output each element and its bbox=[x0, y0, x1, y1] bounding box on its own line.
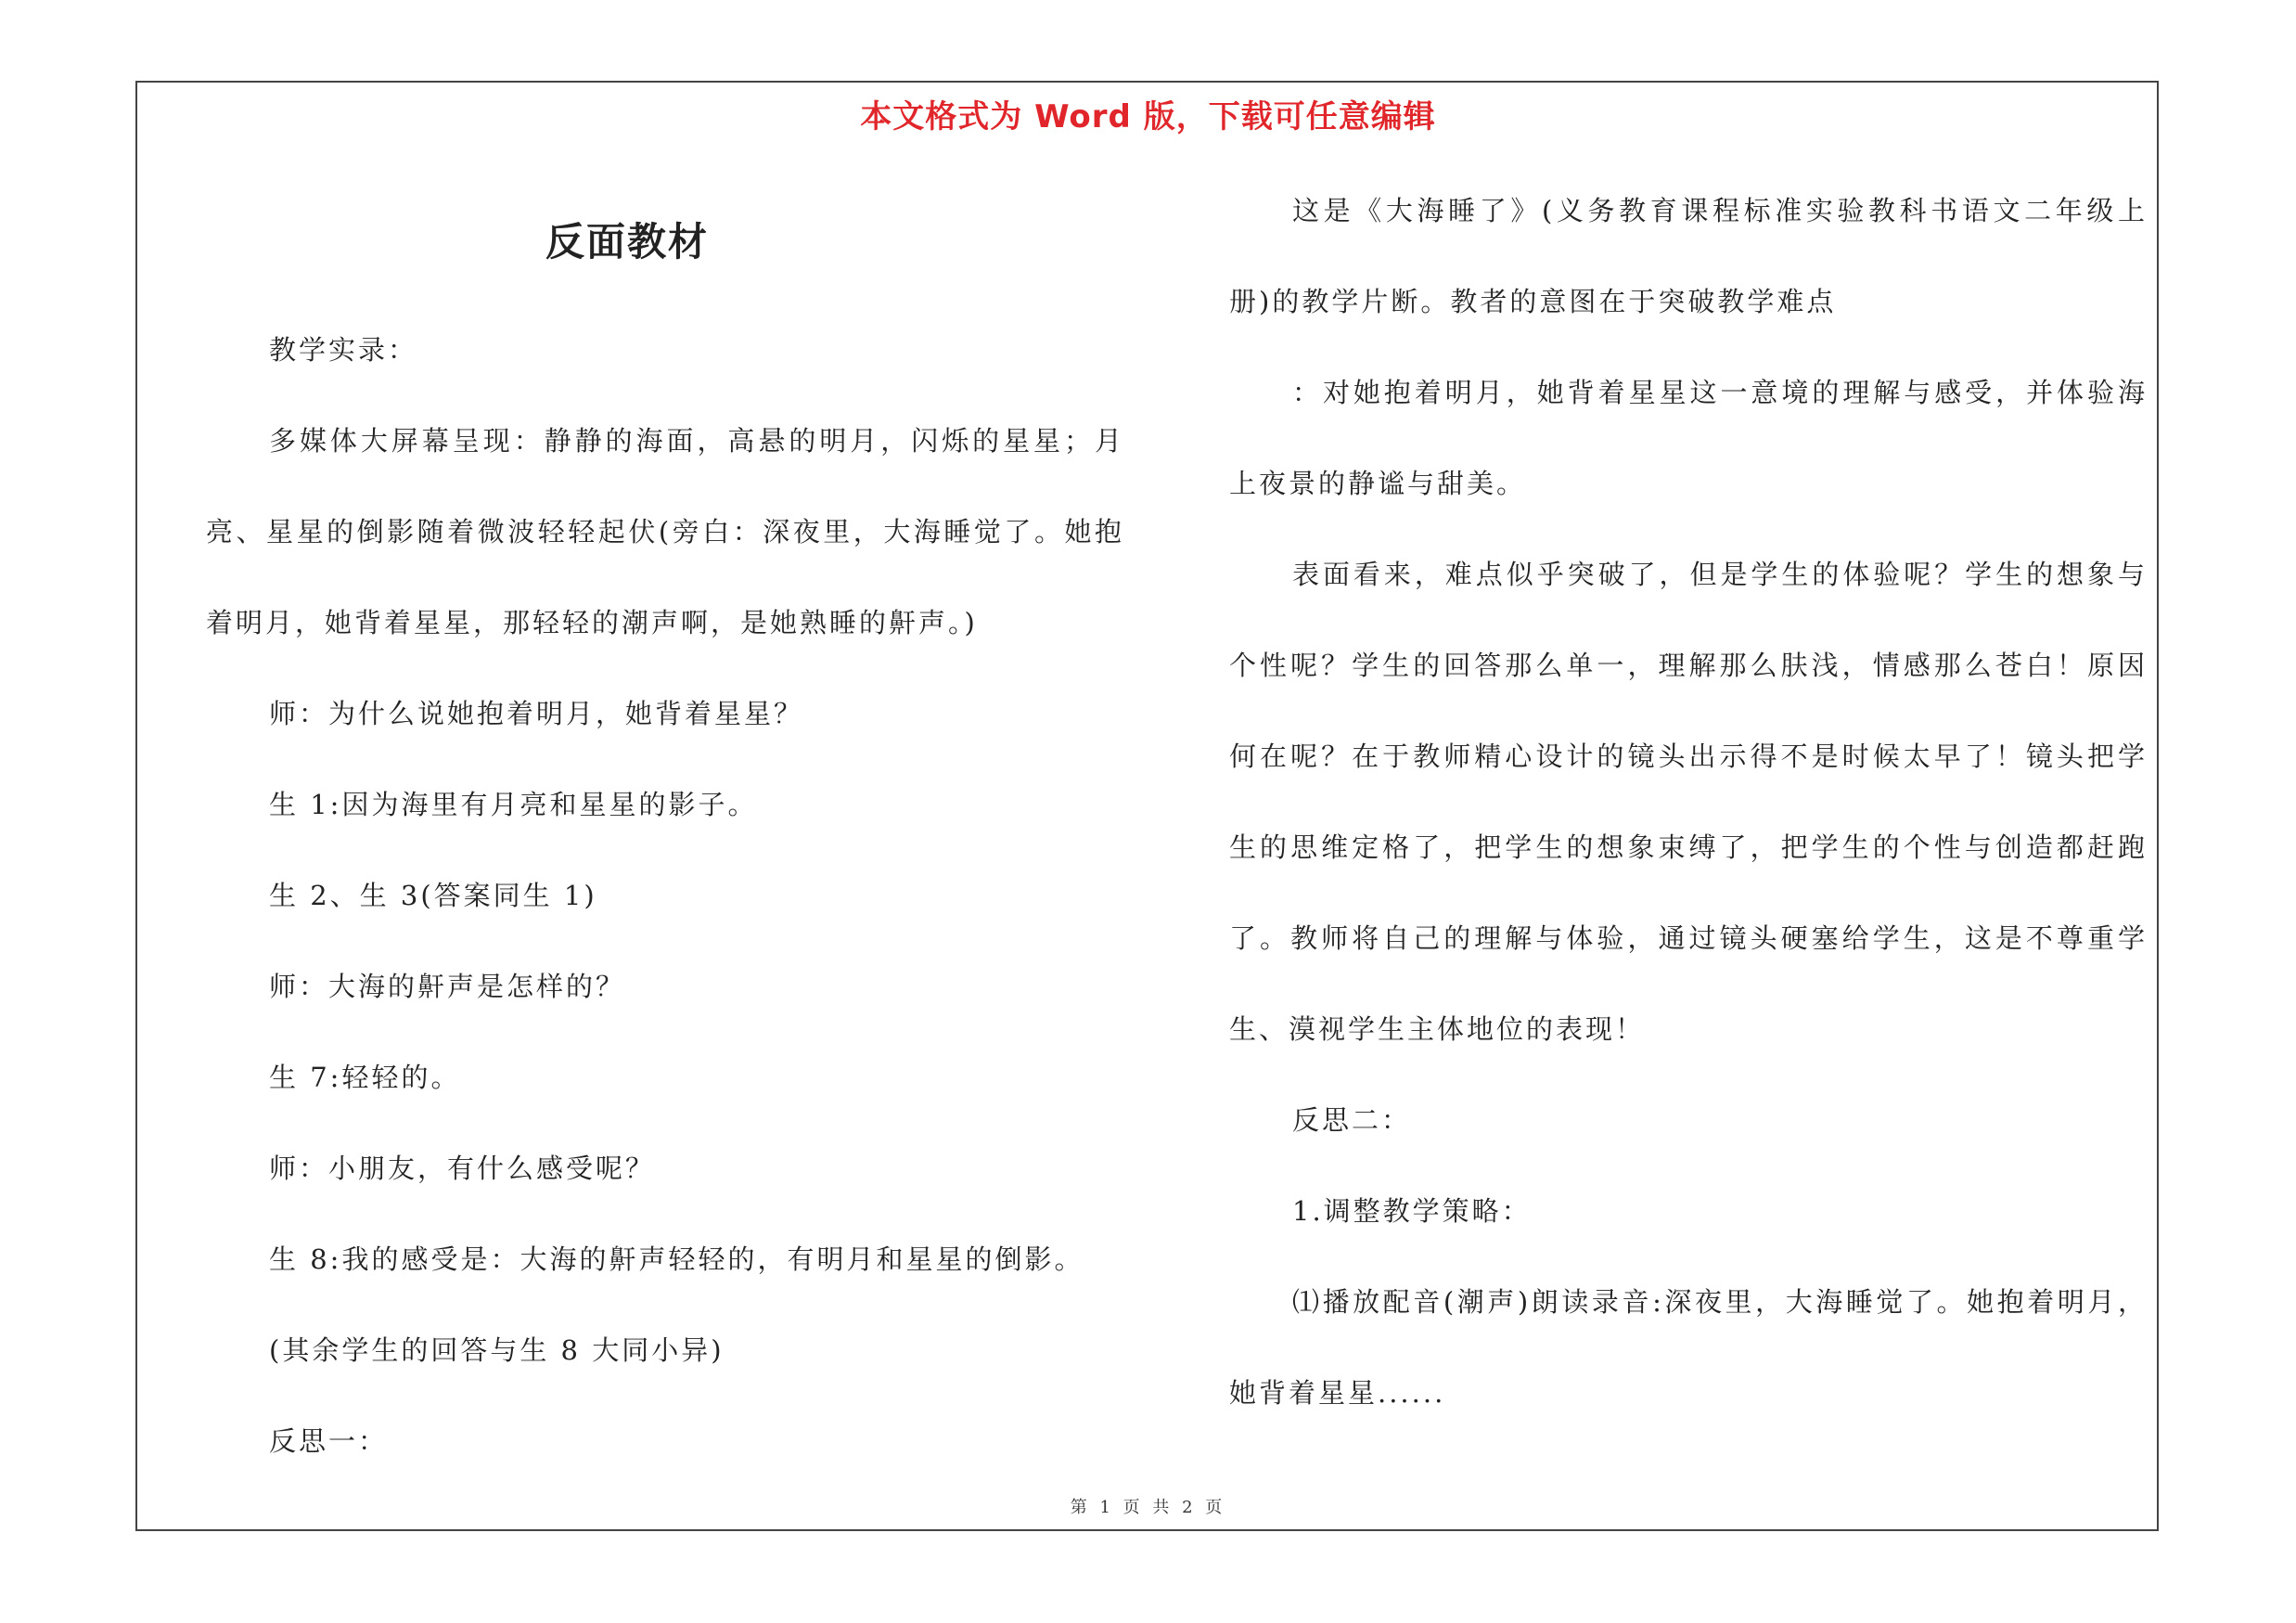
paragraph: 1.调整教学策略： bbox=[1292, 1195, 1532, 1227]
document-title: 反面教材 bbox=[545, 219, 710, 264]
paragraph: 师：为什么说她抱着明月，她背着星星？ bbox=[269, 698, 804, 729]
paragraph: 生 8:我的感受是：大海的鼾声轻轻的，有明月和星星的倒影。 bbox=[269, 1243, 1084, 1275]
right-column bbox=[1229, 165, 2148, 1438]
paragraph: 师：大海的鼾声是怎样的？ bbox=[269, 971, 626, 1002]
page-indicator: 第 1 页 共 2 页 bbox=[1070, 1498, 1226, 1517]
paragraph: 多媒体大屏幕呈现：静静的海面，高悬的明月，闪烁的星星；月亮、星星的倒影随着微波轻轻起伏(旁白：深夜里，大海睡觉了。她抱着明月，她背着星星，那轻轻的潮声啊，是她熟睡的鼾声。) bbox=[206, 425, 1124, 638]
paragraph: 生 1:因为海里有月亮和星星的影子。 bbox=[269, 789, 758, 820]
paragraph: 反思一： bbox=[269, 1425, 389, 1457]
paragraph: 反思二： bbox=[1292, 1104, 1412, 1136]
paragraph: 这是《大海睡了》(义务教育课程标准实验教科书语文二年级上册)的教学片断。教者的意图在于突破教学难点 bbox=[1229, 195, 2148, 317]
paragraph: ⑴播放配音(潮声)朗读录音:深夜里，大海睡觉了。她抱着明月，她背着星星...... bbox=[1229, 1286, 2148, 1409]
header-banner: 本文格式为 Word 版，下载可任意编辑 bbox=[860, 98, 1436, 135]
left-column bbox=[206, 304, 1124, 1487]
paragraph: 表面看来，难点似乎突破了，但是学生的体验呢？学生的想象与个性呢？学生的回答那么单一，理解那么肤浅，情感那么苍白！原因何在呢？在于教师精心设计的镜头出示得不是时候太早了！镜头把学生的思维定格了，把学生的想象束缚了，把学生的个性与创造都赶跑了。教师将自己的理解与体验，通过镜头硬塞给学生，这是不尊重学生、漠视学生主体地位的表现！ bbox=[1229, 559, 2148, 1045]
paragraph: 生 2、生 3(答案同生 1) bbox=[269, 880, 597, 911]
paragraph: 师：小朋友，有什么感受呢？ bbox=[269, 1153, 656, 1184]
paragraph: ：对她抱着明月，她背着星星这一意境的理解与感受，并体验海上夜景的静谧与甜美。 bbox=[1229, 377, 2148, 499]
paragraph: (其余学生的回答与生 8 大同小异) bbox=[269, 1334, 725, 1366]
paragraph: 教学实录： bbox=[269, 334, 418, 366]
paragraph: 生 7:轻轻的。 bbox=[269, 1062, 461, 1093]
